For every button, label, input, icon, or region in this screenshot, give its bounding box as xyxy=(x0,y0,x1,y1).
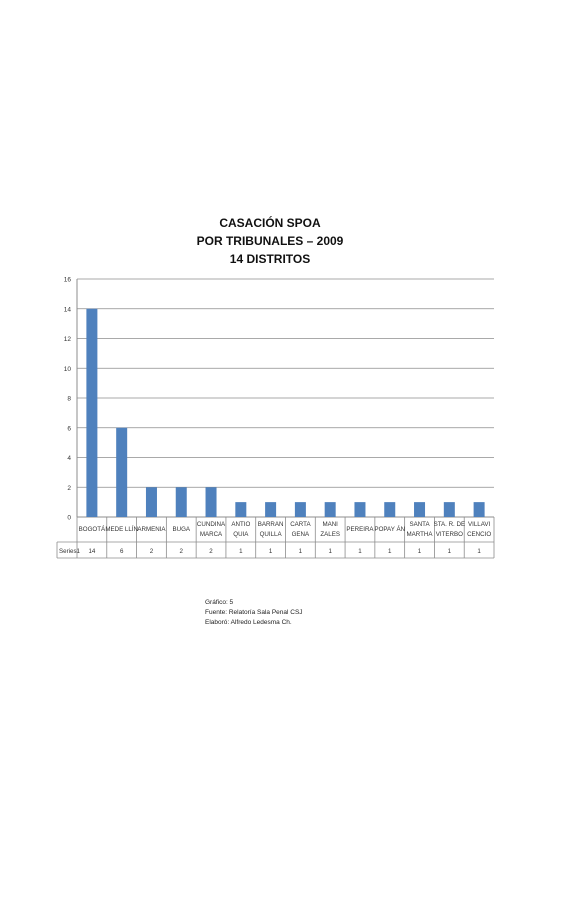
footer-author: Elaboró: Alfredo Ledesma Ch. xyxy=(205,619,292,626)
bar xyxy=(414,502,425,517)
x-tick-label: VITERBO xyxy=(435,531,463,538)
bar xyxy=(235,502,246,517)
x-tick-label: CENCIO xyxy=(467,531,492,538)
y-tick-label: 2 xyxy=(67,484,71,492)
y-tick-label: 8 xyxy=(67,395,71,403)
data-value-label: 1 xyxy=(477,548,481,555)
data-value-label: 1 xyxy=(417,548,422,555)
series-label: Series1 xyxy=(59,548,80,555)
x-tick-label: ANTIO xyxy=(231,521,251,528)
x-tick-label: POPAY ÁN xyxy=(374,526,406,533)
data-value-label: 6 xyxy=(119,548,124,555)
x-tick-label: VILLAVI xyxy=(467,521,491,528)
bar xyxy=(206,487,217,517)
data-value-label: 1 xyxy=(239,548,243,555)
chart-footer xyxy=(205,598,303,628)
data-value-label: 1 xyxy=(298,548,303,555)
y-tick-label: 6 xyxy=(67,425,71,433)
data-value-label: 1 xyxy=(328,548,332,555)
y-tick-label: 4 xyxy=(67,455,71,462)
bar xyxy=(86,309,97,517)
x-tick-label: MARCA xyxy=(199,531,223,538)
data-value-label: 1 xyxy=(268,548,273,555)
x-tick-label: CUNDINA xyxy=(196,521,226,528)
bar xyxy=(176,487,187,517)
bar xyxy=(444,502,455,517)
bar xyxy=(265,502,276,517)
bar xyxy=(354,502,365,517)
chart-title-line-3: 14 DISTRITOS xyxy=(229,252,311,266)
x-tick-label: CARTA xyxy=(290,521,311,528)
x-tick-label: MARTHA xyxy=(406,531,433,538)
data-value-label: 1 xyxy=(388,548,392,555)
x-tick-label: QUILLA xyxy=(259,531,282,538)
x-tick-label: MEDE LLÍN xyxy=(105,526,139,533)
x-tick-label: PEREIRA xyxy=(346,526,374,533)
x-tick-label: ZALES xyxy=(320,531,340,538)
bar xyxy=(116,428,127,517)
y-tick-label: 12 xyxy=(63,336,71,343)
data-value-label: 2 xyxy=(149,548,154,555)
x-tick-label: GENA xyxy=(291,531,310,538)
x-tick-label: ARMENIA xyxy=(137,526,166,533)
data-value-label: 2 xyxy=(179,548,183,555)
chart-title-line-1: CASACIÓN SPOA xyxy=(219,216,321,230)
x-tick-label: BARRAN xyxy=(257,521,284,528)
data-value-label: 1 xyxy=(447,548,452,555)
y-tick-label: 0 xyxy=(67,514,71,522)
y-tick-label: 14 xyxy=(63,306,71,314)
bar xyxy=(295,502,306,517)
x-tick-label: SANTA xyxy=(409,521,430,528)
x-tick-label: STA. R. DE xyxy=(433,521,466,528)
x-tick-label: QUIA xyxy=(233,531,249,538)
x-tick-label: BOGOTÁ xyxy=(78,526,106,533)
chart-title-line-2: POR TRIBUNALES – 2009 xyxy=(196,234,344,248)
footer-source: Fuente: Relatoría Sala Penal CSJ xyxy=(205,609,303,616)
bar xyxy=(325,502,336,517)
y-tick-label: 10 xyxy=(63,365,71,373)
x-tick-label: BUGA xyxy=(172,526,191,533)
data-value-label: 2 xyxy=(209,548,213,555)
bar xyxy=(384,502,395,517)
data-value-label: 14 xyxy=(88,548,96,555)
bar xyxy=(474,502,485,517)
y-tick-label: 16 xyxy=(63,276,71,284)
bar xyxy=(146,487,157,517)
footer-graph-number: Gráfico: 5 xyxy=(205,599,234,606)
x-tick-label: MANI xyxy=(322,521,338,528)
data-value-label: 1 xyxy=(358,548,362,555)
